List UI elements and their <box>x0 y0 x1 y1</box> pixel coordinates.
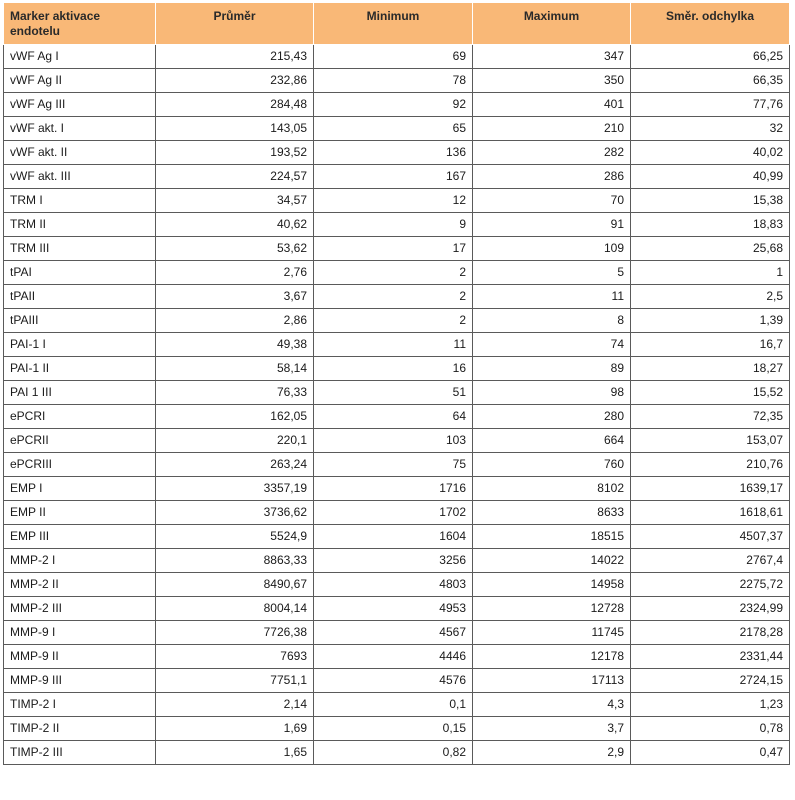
cell-std-deviation: 77,76 <box>631 92 790 116</box>
cell-marker: vWF akt. II <box>4 140 156 164</box>
cell-mean: 7726,38 <box>156 620 314 644</box>
cell-minimum: 16 <box>314 356 473 380</box>
cell-minimum: 4803 <box>314 572 473 596</box>
table-row <box>4 140 790 164</box>
table-header-row <box>4 3 790 44</box>
table-row <box>4 164 790 188</box>
cell-mean: 40,62 <box>156 212 314 236</box>
cell-std-deviation: 2324,99 <box>631 596 790 620</box>
cell-mean: 3,67 <box>156 284 314 308</box>
cell-maximum: 89 <box>473 356 631 380</box>
cell-minimum: 0,1 <box>314 692 473 716</box>
table-row <box>4 44 790 68</box>
cell-marker: tPAI <box>4 260 156 284</box>
cell-std-deviation: 2331,44 <box>631 644 790 668</box>
cell-minimum: 12 <box>314 188 473 212</box>
cell-std-deviation: 1,39 <box>631 308 790 332</box>
cell-mean: 3736,62 <box>156 500 314 524</box>
cell-std-deviation: 2178,28 <box>631 620 790 644</box>
cell-mean: 224,57 <box>156 164 314 188</box>
cell-marker: TIMP-2 III <box>4 740 156 764</box>
cell-maximum: 12728 <box>473 596 631 620</box>
cell-minimum: 103 <box>314 428 473 452</box>
column-header-marker: Marker aktivace endotelu <box>4 3 156 44</box>
cell-minimum: 4953 <box>314 596 473 620</box>
cell-minimum: 11 <box>314 332 473 356</box>
cell-minimum: 1716 <box>314 476 473 500</box>
cell-marker: TRM II <box>4 212 156 236</box>
cell-minimum: 167 <box>314 164 473 188</box>
cell-mean: 7693 <box>156 644 314 668</box>
cell-mean: 76,33 <box>156 380 314 404</box>
table-row <box>4 452 790 476</box>
cell-minimum: 0,15 <box>314 716 473 740</box>
cell-mean: 143,05 <box>156 116 314 140</box>
cell-std-deviation: 18,83 <box>631 212 790 236</box>
cell-std-deviation: 4507,37 <box>631 524 790 548</box>
cell-marker: MMP-9 III <box>4 668 156 692</box>
cell-marker: MMP-2 III <box>4 596 156 620</box>
cell-mean: 162,05 <box>156 404 314 428</box>
cell-marker: MMP-9 II <box>4 644 156 668</box>
table-body <box>4 44 790 764</box>
cell-minimum: 75 <box>314 452 473 476</box>
cell-minimum: 65 <box>314 116 473 140</box>
cell-marker: TIMP-2 II <box>4 716 156 740</box>
table-row <box>4 236 790 260</box>
cell-maximum: 8102 <box>473 476 631 500</box>
cell-maximum: 74 <box>473 332 631 356</box>
cell-marker: PAI-1 II <box>4 356 156 380</box>
cell-std-deviation: 1,23 <box>631 692 790 716</box>
cell-marker: EMP III <box>4 524 156 548</box>
cell-maximum: 18515 <box>473 524 631 548</box>
cell-maximum: 8 <box>473 308 631 332</box>
column-header-minimum: Minimum <box>314 3 473 44</box>
cell-marker: vWF Ag II <box>4 68 156 92</box>
table-row <box>4 380 790 404</box>
table-row <box>4 692 790 716</box>
cell-std-deviation: 153,07 <box>631 428 790 452</box>
cell-marker: vWF akt. III <box>4 164 156 188</box>
cell-mean: 34,57 <box>156 188 314 212</box>
cell-std-deviation: 1618,61 <box>631 500 790 524</box>
cell-mean: 215,43 <box>156 44 314 68</box>
cell-marker: MMP-2 II <box>4 572 156 596</box>
cell-marker: vWF akt. I <box>4 116 156 140</box>
table-row <box>4 500 790 524</box>
cell-maximum: 350 <box>473 68 631 92</box>
cell-minimum: 3256 <box>314 548 473 572</box>
cell-mean: 7751,1 <box>156 668 314 692</box>
cell-std-deviation: 16,7 <box>631 332 790 356</box>
cell-marker: vWF Ag I <box>4 44 156 68</box>
table-row <box>4 332 790 356</box>
cell-std-deviation: 1 <box>631 260 790 284</box>
cell-mean: 8490,67 <box>156 572 314 596</box>
cell-maximum: 8633 <box>473 500 631 524</box>
cell-std-deviation: 15,52 <box>631 380 790 404</box>
cell-marker: PAI 1 III <box>4 380 156 404</box>
column-header-mean: Průměr <box>156 3 314 44</box>
cell-marker: PAI-1 I <box>4 332 156 356</box>
endothelial-markers-table <box>3 3 790 765</box>
table-row <box>4 428 790 452</box>
cell-maximum: 5 <box>473 260 631 284</box>
cell-minimum: 51 <box>314 380 473 404</box>
cell-std-deviation: 66,25 <box>631 44 790 68</box>
cell-marker: TRM III <box>4 236 156 260</box>
cell-maximum: 282 <box>473 140 631 164</box>
cell-maximum: 11 <box>473 284 631 308</box>
cell-marker: ePCRII <box>4 428 156 452</box>
cell-mean: 2,76 <box>156 260 314 284</box>
cell-maximum: 98 <box>473 380 631 404</box>
cell-maximum: 760 <box>473 452 631 476</box>
cell-std-deviation: 15,38 <box>631 188 790 212</box>
table-row <box>4 188 790 212</box>
table-row <box>4 260 790 284</box>
cell-std-deviation: 72,35 <box>631 404 790 428</box>
cell-std-deviation: 32 <box>631 116 790 140</box>
cell-std-deviation: 0,78 <box>631 716 790 740</box>
cell-std-deviation: 1639,17 <box>631 476 790 500</box>
cell-maximum: 14958 <box>473 572 631 596</box>
cell-maximum: 12178 <box>473 644 631 668</box>
cell-maximum: 4,3 <box>473 692 631 716</box>
cell-minimum: 2 <box>314 284 473 308</box>
cell-std-deviation: 25,68 <box>631 236 790 260</box>
cell-minimum: 1604 <box>314 524 473 548</box>
table-row <box>4 404 790 428</box>
table-row <box>4 212 790 236</box>
table-row <box>4 356 790 380</box>
cell-marker: vWF Ag III <box>4 92 156 116</box>
cell-minimum: 17 <box>314 236 473 260</box>
cell-mean: 58,14 <box>156 356 314 380</box>
cell-mean: 1,65 <box>156 740 314 764</box>
table-row <box>4 284 790 308</box>
cell-maximum: 14022 <box>473 548 631 572</box>
table-row <box>4 620 790 644</box>
table-row <box>4 68 790 92</box>
table-row <box>4 716 790 740</box>
cell-minimum: 2 <box>314 308 473 332</box>
cell-marker: ePCRIII <box>4 452 156 476</box>
cell-std-deviation: 18,27 <box>631 356 790 380</box>
cell-mean: 263,24 <box>156 452 314 476</box>
cell-std-deviation: 0,47 <box>631 740 790 764</box>
cell-marker: tPAII <box>4 284 156 308</box>
cell-mean: 2,86 <box>156 308 314 332</box>
cell-mean: 53,62 <box>156 236 314 260</box>
cell-minimum: 64 <box>314 404 473 428</box>
table-row <box>4 596 790 620</box>
cell-std-deviation: 2,5 <box>631 284 790 308</box>
cell-mean: 220,1 <box>156 428 314 452</box>
cell-minimum: 0,82 <box>314 740 473 764</box>
cell-maximum: 401 <box>473 92 631 116</box>
table-row <box>4 572 790 596</box>
cell-minimum: 92 <box>314 92 473 116</box>
cell-std-deviation: 2724,15 <box>631 668 790 692</box>
table-row <box>4 308 790 332</box>
cell-minimum: 78 <box>314 68 473 92</box>
cell-marker: MMP-2 I <box>4 548 156 572</box>
cell-maximum: 17113 <box>473 668 631 692</box>
cell-std-deviation: 40,02 <box>631 140 790 164</box>
table-row <box>4 116 790 140</box>
cell-mean: 5524,9 <box>156 524 314 548</box>
cell-mean: 8004,14 <box>156 596 314 620</box>
cell-maximum: 70 <box>473 188 631 212</box>
cell-maximum: 11745 <box>473 620 631 644</box>
cell-mean: 3357,19 <box>156 476 314 500</box>
cell-std-deviation: 2767,4 <box>631 548 790 572</box>
table-row <box>4 548 790 572</box>
cell-marker: MMP-9 I <box>4 620 156 644</box>
cell-maximum: 286 <box>473 164 631 188</box>
cell-marker: ePCRI <box>4 404 156 428</box>
cell-mean: 284,48 <box>156 92 314 116</box>
column-header-maximum: Maximum <box>473 3 631 44</box>
cell-std-deviation: 40,99 <box>631 164 790 188</box>
cell-marker: TIMP-2 I <box>4 692 156 716</box>
cell-maximum: 347 <box>473 44 631 68</box>
cell-marker: tPAIII <box>4 308 156 332</box>
cell-minimum: 69 <box>314 44 473 68</box>
cell-minimum: 2 <box>314 260 473 284</box>
cell-minimum: 136 <box>314 140 473 164</box>
table-row <box>4 644 790 668</box>
cell-maximum: 2,9 <box>473 740 631 764</box>
cell-maximum: 109 <box>473 236 631 260</box>
cell-marker: TRM I <box>4 188 156 212</box>
cell-minimum: 9 <box>314 212 473 236</box>
cell-mean: 8863,33 <box>156 548 314 572</box>
cell-maximum: 280 <box>473 404 631 428</box>
cell-maximum: 3,7 <box>473 716 631 740</box>
cell-mean: 193,52 <box>156 140 314 164</box>
cell-std-deviation: 66,35 <box>631 68 790 92</box>
cell-marker: EMP II <box>4 500 156 524</box>
cell-maximum: 210 <box>473 116 631 140</box>
table-row <box>4 740 790 764</box>
cell-mean: 49,38 <box>156 332 314 356</box>
cell-marker: EMP I <box>4 476 156 500</box>
cell-maximum: 664 <box>473 428 631 452</box>
column-header-std-deviation: Směr. odchylka <box>631 3 790 44</box>
cell-minimum: 1702 <box>314 500 473 524</box>
cell-std-deviation: 2275,72 <box>631 572 790 596</box>
table-row <box>4 668 790 692</box>
table-row <box>4 92 790 116</box>
cell-minimum: 4446 <box>314 644 473 668</box>
table-row <box>4 476 790 500</box>
cell-std-deviation: 210,76 <box>631 452 790 476</box>
cell-minimum: 4567 <box>314 620 473 644</box>
cell-minimum: 4576 <box>314 668 473 692</box>
cell-mean: 232,86 <box>156 68 314 92</box>
cell-mean: 1,69 <box>156 716 314 740</box>
cell-mean: 2,14 <box>156 692 314 716</box>
cell-maximum: 91 <box>473 212 631 236</box>
table-row <box>4 524 790 548</box>
